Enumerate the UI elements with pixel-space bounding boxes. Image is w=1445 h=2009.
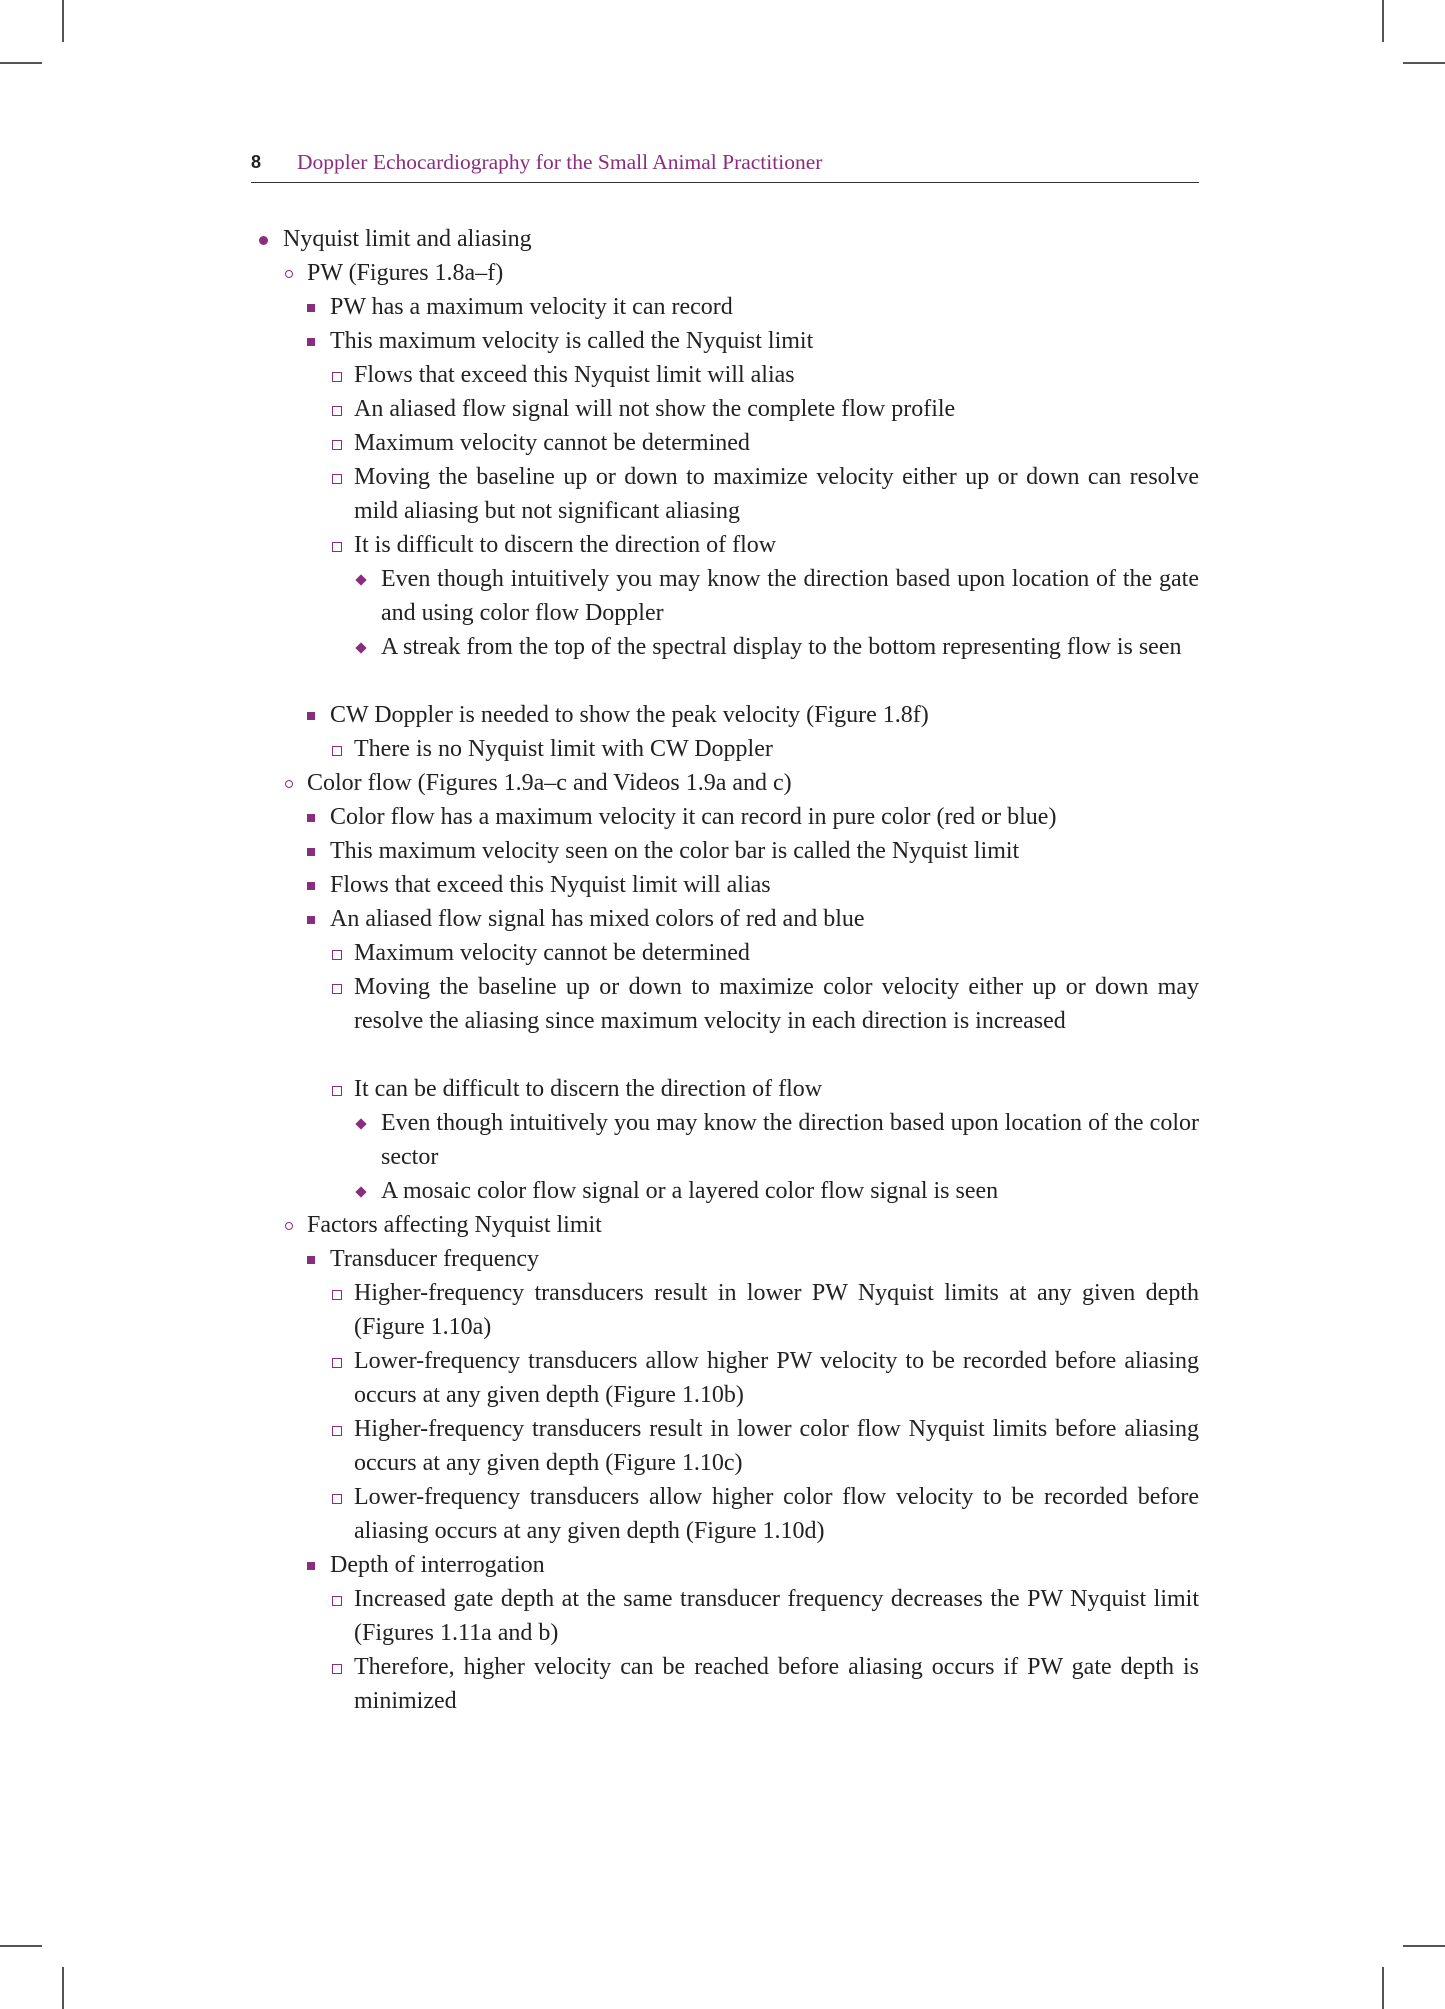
list-item: Color flow has a maximum velocity it can record in pure color (red or blue)	[330, 804, 1057, 830]
hollow-square-bullet-icon	[332, 950, 342, 960]
hollow-square-bullet-icon	[332, 1358, 342, 1368]
crop-mark-top-left-vertical	[62, 0, 64, 42]
crop-mark-top-right-horizontal	[1403, 62, 1445, 64]
list-item: CW Doppler is needed to show the peak velocity (Figure 1.8f)	[330, 702, 929, 728]
list-item: Higher-frequency transducers result in lower PW Nyquist limits at any given depth (Figure 1.10a)	[354, 1280, 1199, 1340]
list-item: Flows that exceed this Nyquist limit will alias	[354, 362, 795, 388]
hollow-square-bullet-icon	[332, 1426, 342, 1436]
hollow-square-bullet-icon	[332, 440, 342, 450]
filled-square-bullet-icon	[307, 848, 315, 856]
list-item: Moving the baseline up or down to maximize velocity either up or down can resolve mild aliasing but not significant aliasing	[354, 464, 1199, 524]
crop-mark-bottom-left-vertical	[62, 1967, 64, 2009]
running-header	[251, 150, 1199, 183]
hollow-square-bullet-icon	[332, 984, 342, 994]
filled-square-bullet-icon	[307, 1562, 315, 1570]
list-item: Increased gate depth at the same transducer frequency decreases the PW Nyquist limit (Figures 1.11a and b)	[354, 1586, 1199, 1646]
list-item: Nyquist limit and aliasing	[283, 226, 532, 252]
list-item: It is difficult to discern the direction of flow	[354, 532, 777, 558]
crop-mark-top-right-vertical	[1382, 0, 1384, 42]
filled-square-bullet-icon	[307, 304, 315, 312]
hollow-square-bullet-icon	[332, 1086, 342, 1096]
list-item: Depth of interrogation	[330, 1552, 545, 1578]
list-item: A mosaic color flow signal or a layered color flow signal is seen	[381, 1178, 999, 1204]
running-title: Doppler Echocardiography for the Small Animal Practitioner	[297, 150, 823, 174]
list-item: Lower-frequency transducers allow higher PW velocity to be recorded before aliasing occurs at any given depth (Figure 1.10b)	[354, 1348, 1199, 1408]
hollow-square-bullet-icon	[332, 1596, 342, 1606]
hollow-square-bullet-icon	[332, 474, 342, 484]
diamond-bullet-icon	[355, 1118, 366, 1129]
list-item: Factors affecting Nyquist limit	[307, 1212, 602, 1238]
filled-square-bullet-icon	[307, 712, 315, 720]
list-item: Transducer frequency	[330, 1246, 540, 1272]
list-item: An aliased flow signal has mixed colors of red and blue	[330, 906, 865, 932]
hollow-square-bullet-icon	[332, 1290, 342, 1300]
crop-mark-bottom-right-horizontal	[1403, 1945, 1445, 1947]
list-item: This maximum velocity is called the Nyquist limit	[330, 328, 814, 354]
hollow-circle-bullet-icon	[285, 780, 293, 788]
list-item: Maximum velocity cannot be determined	[354, 430, 750, 456]
list-item: Even though intuitively you may know the direction based upon location of the gate and using color flow Doppler	[381, 566, 1199, 626]
filled-square-bullet-icon	[307, 814, 315, 822]
list-item: Therefore, higher velocity can be reached before aliasing occurs if PW gate depth is minimized	[354, 1654, 1199, 1714]
list-item: Higher-frequency transducers result in lower color flow Nyquist limits before aliasing occurs at any given depth (Figure 1.10c)	[354, 1416, 1199, 1476]
filled-square-bullet-icon	[307, 882, 315, 890]
crop-mark-top-left-horizontal	[0, 62, 42, 64]
filled-circle-bullet-icon	[259, 236, 268, 245]
hollow-circle-bullet-icon	[285, 1222, 293, 1230]
crop-mark-bottom-left-horizontal	[0, 1945, 42, 1947]
page-number: 8	[251, 152, 262, 172]
list-item: Color flow (Figures 1.9a–c and Videos 1.9a and c)	[307, 770, 792, 796]
list-item: Lower-frequency transducers allow higher color flow velocity to be recorded before aliasing occurs at any given depth (Figure 1.10d)	[354, 1484, 1199, 1544]
hollow-square-bullet-icon	[332, 372, 342, 382]
list-item: There is no Nyquist limit with CW Doppler	[354, 736, 773, 762]
list-item: PW has a maximum velocity it can record	[330, 294, 733, 320]
hollow-square-bullet-icon	[332, 746, 342, 756]
hollow-square-bullet-icon	[332, 1664, 342, 1674]
filled-square-bullet-icon	[307, 338, 315, 346]
list-item: It can be difficult to discern the direction of flow	[354, 1076, 823, 1102]
list-item: A streak from the top of the spectral display to the bottom representing flow is seen	[381, 634, 1182, 660]
hollow-square-bullet-icon	[332, 542, 342, 552]
list-item: Flows that exceed this Nyquist limit will alias	[330, 872, 771, 898]
hollow-square-bullet-icon	[332, 1494, 342, 1504]
hollow-square-bullet-icon	[332, 406, 342, 416]
list-item: This maximum velocity seen on the color bar is called the Nyquist limit	[330, 838, 1020, 864]
list-item: Maximum velocity cannot be determined	[354, 940, 750, 966]
list-item: An aliased flow signal will not show the complete flow profile	[354, 396, 956, 422]
diamond-bullet-icon	[355, 574, 366, 585]
crop-mark-bottom-right-vertical	[1382, 1967, 1384, 2009]
list-item: Even though intuitively you may know the direction based upon location of the color sector	[381, 1110, 1199, 1170]
filled-square-bullet-icon	[307, 1256, 315, 1264]
list-item: PW (Figures 1.8a–f)	[307, 260, 504, 286]
hollow-circle-bullet-icon	[285, 270, 293, 278]
diamond-bullet-icon	[355, 1186, 366, 1197]
diamond-bullet-icon	[355, 642, 366, 653]
list-item: Moving the baseline up or down to maximize color velocity either up or down may resolve the aliasing since maximum velocity in each direction is increased	[354, 974, 1199, 1034]
filled-square-bullet-icon	[307, 916, 315, 924]
